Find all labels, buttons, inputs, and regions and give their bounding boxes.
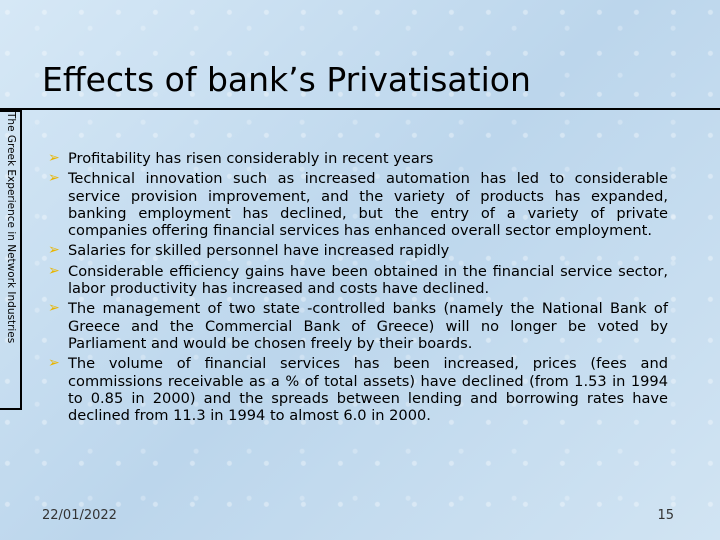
slide-title: Effects of bank’s Privatisation [42, 60, 531, 99]
bullet-item [48, 300, 668, 352]
bullet-text: Considerable efficiency gains have been obtained in the financial service sector, labor productivity has increased and costs have declined. [68, 262, 668, 298]
header-divider [0, 108, 720, 110]
footer-date: 22/01/2022 [42, 508, 117, 523]
bullet-item [48, 150, 668, 167]
bullet-text: Salaries for skilled personnel have increased rapidly [68, 242, 450, 260]
bullet-text: Profitability has risen considerably in recent years [68, 150, 434, 167]
bullet-list [48, 150, 668, 427]
bullet-text: The volume of financial services has been increased, prices (fees and commissions receivable as a % of total assets) have declined (from 1.53 in 1994 to 0.85 in 2000) and the spreads between lending and borrowing rates have declined from 11.3 in 1994 to almost 6.0 in 2000. [68, 355, 668, 425]
bullet-item [48, 170, 668, 239]
arrow-right-icon: ➢ [48, 300, 60, 317]
bullet-item [48, 263, 668, 298]
arrow-right-icon: ➢ [48, 262, 60, 279]
page-number: 15 [657, 508, 674, 523]
arrow-right-icon: ➢ [48, 170, 60, 187]
bullet-item [48, 355, 668, 424]
arrow-right-icon: ➢ [48, 242, 60, 259]
arrow-right-icon: ➢ [48, 355, 60, 372]
sidebar-label: The Greek Experience in Network Industries [5, 112, 17, 344]
bullet-text: The management of two state -controlled banks (namely the National Bank of Greece and the Commercial Bank of Greece) will no longer be voted by Parliament and would be chosen freely by their boards. [68, 300, 668, 352]
bullet-item [48, 242, 668, 259]
bullet-text: Technical innovation such as increased automation has led to considerable service provision improvement, and the variety of products has expanded, banking employment has declined, but the entry of a variety of private companies offering financial services has enhanced overall sector employment. [68, 170, 668, 240]
arrow-right-icon: ➢ [48, 150, 60, 166]
